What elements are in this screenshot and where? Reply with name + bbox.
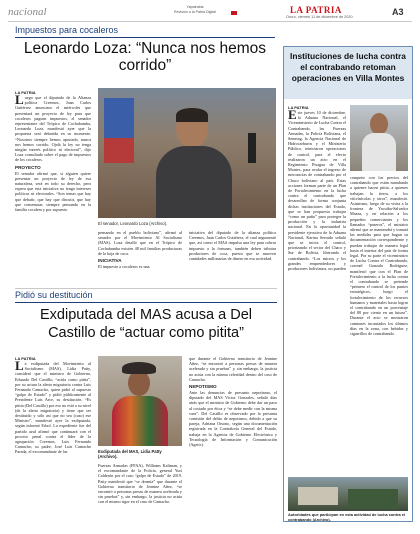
sidebar-photo-caption: Autoridades que participan en esta actividad de lucha contra el contrabando (Archivo).	[288, 512, 405, 522]
article2-body-3b: Ante las denuncias de presunto nepotismo, el diputado del MAS Víctor Gonzales, señaló días atrás que el ministro de Gobierno debe dar un paso al costado por ética y “se debe medir con la misma vara”. Del Castillo es observado por la presunta comisión del delito de nepotismo, debido a que su pareja, Adriana Orsono, según una documentación registrada en la Contraloría General del Estado, trabaja en la Agencia de Gobierno Electrónico y Tecnología de Información y Comunicación (Agetic).	[189, 390, 277, 448]
article2-kicker-underline	[15, 302, 277, 303]
sidebar-photo-bottom-people	[348, 489, 398, 509]
sidebar-photo-top-person	[370, 113, 388, 135]
photo-person-body	[156, 146, 232, 218]
photo-person-hair	[176, 108, 208, 122]
header-date: Oruro, viernes 11 de diciembre de 2020	[286, 15, 353, 19]
paper-name: LA PATRIA	[290, 5, 342, 15]
article2-headline: Exdiputada del MAS acusa a Del Castillo de “actuar como pitita”	[40, 307, 252, 341]
article1-subhead-proyecto: PROYECTO	[15, 164, 41, 170]
article1-photo	[98, 88, 276, 218]
article1-body-1b: El senador afirmó que, si alguien quiere presentar un proyecto de ley de esa naturaleza, será en todo su derecho, pero espera que esta iniciativa no tenga intereses políticos ni electorales. “Son temas que hay que debatir, que hay que discutir, que hay que consensuar, siempre pensando en la familia cocalera y por supuesto	[15, 170, 91, 213]
article2-photo	[98, 356, 182, 446]
article1-body-2: pensando en el pueblo boliviano”, afirmó al senador por el Movimiento Al Socialismo (MAS). Loza detalló que en el Trópico de Cochabamba existen 48 mil familias productoras de la hoja de coca.	[98, 230, 182, 256]
article1-headline: Leonardo Loza: “Nunca nos hemos corrido”	[23, 40, 267, 74]
article2-column-3	[189, 356, 277, 528]
article1-kicker: Impuestos para cocaleros	[15, 25, 119, 35]
article1-subhead-iniciativa: INICIATIVA	[98, 258, 122, 264]
sidebar-body-2: competir con los precios del contrabando que están mandando a quienes hacen pitita, a quienes trabajan la tierra, a los vitivinícolas y otros”, manifestó. Asimismo, luego de su visita a la frontera de Yacuiba-Salvador Mazza, y en relación a los pequeños comerciantes y los llamados “paseros”, el ministro afirmó que se mantendrá y tomará las medidas para que hagan su documentación correspondiente y puedan trabajar de manera legal hasta el interior del país de forma legal. Por su parte el viceministro de Lucha Contra el Contrabando, coronel Gonzalo Rodríguez, manifestó que con el Plan de Fortalecimiento a la lucha contra el contrabando se pretende “primero el control de los puntos estratégicos, luego el fortalecimiento de los recursos humanos y materiales hasta lograr el contrabando en un porcentaje del 80 por ciento en un futuro”. Durante el acto se mostraron camiones incautados los últimos días en la zona, con bebidas y cigarrillos de contrabando.	[350, 175, 408, 337]
sidebar-photo-top	[350, 105, 408, 171]
sidebar-box	[283, 46, 413, 522]
article1-column-1	[15, 90, 91, 265]
flag-icon	[231, 11, 237, 15]
sidebar-column-1	[288, 105, 346, 475]
article2-photo-shawl	[112, 396, 168, 446]
header-ad-line2: Revisión a la Patria Digital	[174, 10, 216, 14]
photo-flag-blue	[104, 98, 134, 138]
article2-photo-caption: Exdiputada del MAS, Lidia Patty (Archivo).	[98, 449, 162, 459]
sidebar-photo-top-shirt	[362, 133, 396, 171]
sidebar-photo-bottom-truck	[298, 487, 338, 505]
article2-body-1: La exdiputada del Movimiento al Socialismo (MAS), Lidia Patty, consideró que el ministro de Gobierno, Eduardo Del Castillo, “actúa como pitita”, por su actuar la alerta migratoria contra Luis Fernando Camacho, quien pidió al supuesto “golpe de Estado” y pidió públicamente al Presidente Luis Arce, su destitución. “Es pitita (Del Castillo) por eso no está a su nivel (de la alerta migratoria) y tiene que ser destituido y sólo así que no sea (caso) ese Ministro”, manifestó ayer la exdiputada, según informó Erbol. La expediente fue del partido azul afirmó que continuará con el proceso penal contra el líder de la agrupación Creemos, Luis Fernando Camacho; su padre, José Luis Camacho Parada, el excomandante de las	[15, 358, 91, 455]
article2-subhead-nepotismo: NEPOTISMO	[189, 384, 217, 390]
header-ad	[160, 5, 230, 15]
header-section-label: nacional	[8, 6, 47, 18]
sidebar-body-1: Este jueves 10 de diciembre, la Aduana Nacional, el Viceministerio de Lucha Contra el Contrabando, las Fuerzas Armadas, la Policía Boliviana, el Senasag, la Agencia Nacional de Hidrocarburos y el Ministerio Público, reiniciaron operaciones de control, para el efecto realizaron un acto en el Regimiento Pisagua de Villa Montes, para avalar el ingreso de mercancías de contrabando por el Chaco boliviano al país. Estas acciones forman parte de un Plan de Fortalecimiento en la lucha contra el contrabando que desarrollan de forma conjunta dichas instituciones del Estado, que se han propuesto trabajar “como un puño” para proteger la producción y la industria nacional. En la oportunidad la presidente ejecutiva de la Aduana Nacional, Karina Serrudo señaló que se inicia el control, priorizando el sector del Chaco y Sur de Bolivia, liberando el contrabando. “Los micros y los grandes emprendedores y productores bolivianos, no pueden	[288, 107, 346, 272]
article2-column-1	[15, 356, 91, 528]
sidebar-column-2	[350, 175, 408, 475]
article1-column-2	[98, 230, 182, 280]
article2-body-2: Fuerzas Armadas (FFAA), Williams Kaliman, y el excomandante de la Policía, general Yuri Calderón por el caso “golpe de Estado” de 2019. Patty manifestó que “se dormía” que durante el Gobierno transitorio de Jeanine Añez, “se encontró a personas presas de manera acelerada y sin pruebas” y, sin embargo, la justicia no actúa con el mismo rigor en el caso de Camacho.	[98, 463, 182, 505]
sidebar-byline: LA PATRIA	[288, 105, 309, 110]
photo-microphone	[248, 133, 256, 163]
page-number: A3	[392, 7, 404, 17]
photo-flag-red	[104, 138, 134, 163]
article1-column-3	[189, 230, 276, 280]
article1-photo-caption: El senador, Leonardo Loza (Archivo).	[98, 221, 168, 226]
sidebar-headline: Instituciones de lucha contra el contrabando retoman operaciones en Villa Montes	[290, 51, 406, 83]
header-section-rule	[8, 21, 412, 22]
article2-kicker: Pidió su destitución	[15, 290, 93, 300]
article1-body-1: Luego que el diputado de la Alianza política Creemos, Juan Carlos Gutiérrez anunciara el miércoles que presentará un proyecto de ley para que cocaleros paguen impuestos, el senador representante del Trópico de Cochabamba, Leonardo Loza, manifestó ayer que la propuesta será debatida en su momento. “Nosotros siempre hemos aportado, nunca nos hemos corrido. Ojalá la ley no tenga ningún interés político ni electoral”, dijo Loza consultado sobre el pago de impuestos de los cocaleros.	[15, 92, 91, 163]
article1-kicker-underline	[15, 37, 275, 38]
article2-column-2	[98, 463, 182, 528]
header-ad-line1: Yapatrabla	[186, 5, 204, 9]
article2-byline: LA PATRIA	[15, 356, 36, 361]
article2-body-3: que durante el Gobierno transitorio de Jeanine Añez, “se encontró a personas presas de manera acelerada y sin pruebas” y, sin embargo, la justicia no actúa con la misma celeridad dentro del caso de Camacho.	[189, 356, 277, 382]
article1-body-2b: El impuesto a cocaleros es una	[98, 264, 150, 270]
sidebar-photo-bottom	[288, 477, 408, 511]
article2-photo-hat	[122, 362, 156, 374]
article1-body-3: iniciativa del diputado de la alianza política Creemos, Juan Carlos Gutiérrez, el cual argumentó que, así como el MAS impulsa una ley para cobrar impuesto a la fortunas, también deben tributar productores de coca, puesto que se mueven cantidades millonarias de dinero en esa actividad.	[189, 230, 276, 262]
article2-top-rule	[15, 288, 277, 289]
article1-byline: LA PATRIA	[15, 90, 36, 95]
